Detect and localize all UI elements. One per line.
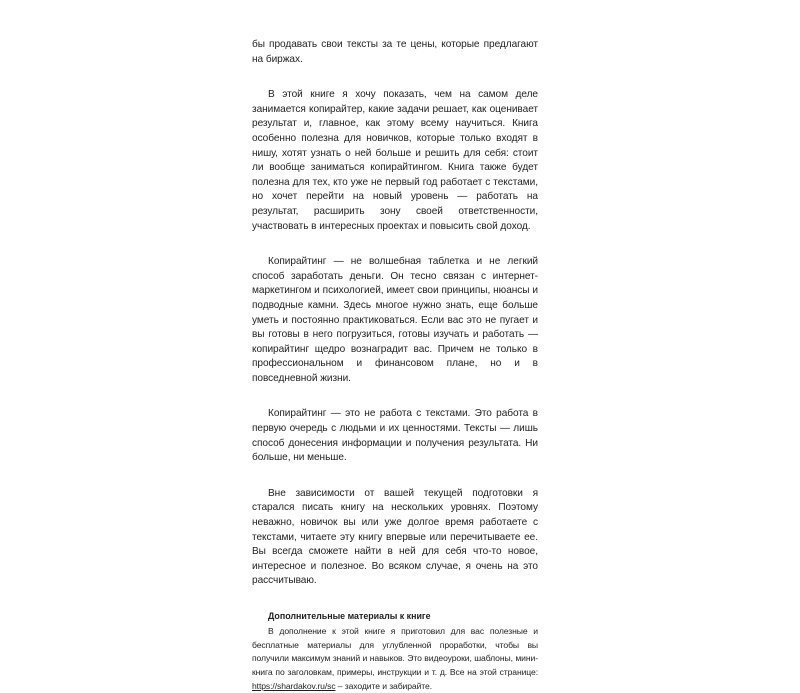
paragraph-work-with-people: Копирайтинг — это не работа с текстами. Это работа в первую очередь с людьми и их ценностями. Тексты — лишь способ донесения информации и получения результата. Ни больше, ни меньше.	[252, 408, 538, 464]
note-text-after-link: – заходите и забирайте.	[335, 680, 432, 691]
note-text-before-link: В дополнение к этой книге я приготовил для вас полезные и бесплатные материалы для углубленной проработки, чтобы вы получили максимум знаний и навыков. Это видеоуроки, шаблоны, мини-книга по заголовкам, примеры, инструкции и т. д. Все на этой странице:	[252, 625, 538, 677]
additional-materials-note	[252, 610, 538, 693]
paragraph-continuation: бы продавать свои тексты за те цены, которые предлагают на биржах.	[252, 39, 538, 65]
materials-link[interactable]: https://shardakov.ru/sc	[252, 680, 336, 691]
text-column	[252, 38, 538, 693]
paragraph-book-purpose: В этой книге я хочу показать, чем на самом деле занимается копирайтер, какие задачи решает, как оценивает результат и, главное, как этому всему научиться. Книга особенно полезна для новичков, которые только входят в нишу, хотят узнать о ней больше и решить для себя: стоит ли вообще заниматься копирайтингом. Книга также будет полезна для тех, кто уже не первый год работает с текстами, но хочет перейти на новый уровень — работать на результат, расширить зону своей ответственности, участвовать в интересных проектах и повысить свой доход.	[252, 89, 538, 232]
note-text	[252, 625, 538, 693]
paragraph-levels: Вне зависимости от вашей текущей подготовки я старался писать книгу на нескольких уровнях. Поэтому неважно, новичок вы или уже долгое время работаете с текстами, читаете эту книгу впервые или перечитываете ее. Вы всегда сможете найти в ней для себя что-то новое, интересное и полезное. Во всяком случае, я очень на это рассчитываю.	[252, 487, 538, 587]
note-title: Дополнительные материалы к книге	[268, 611, 431, 621]
paragraph-copywriting-not-magic: Копирайтинг — не волшебная таблетка и не легкий способ заработать деньги. Он тесно связан с интернет-маркетингом и психологией, имеет свои принципы, нюансы и подводные камни. Здесь многое нужно знать, еще больше уметь и постоянно практиковаться. Если вас это не пугает и вы готовы в него погрузиться, готовы изучать и работать — копирайтинг щедро вознаградит вас. Причем не только в профессиональном и финансовом плане, но и в повседневной жизни.	[252, 256, 538, 384]
